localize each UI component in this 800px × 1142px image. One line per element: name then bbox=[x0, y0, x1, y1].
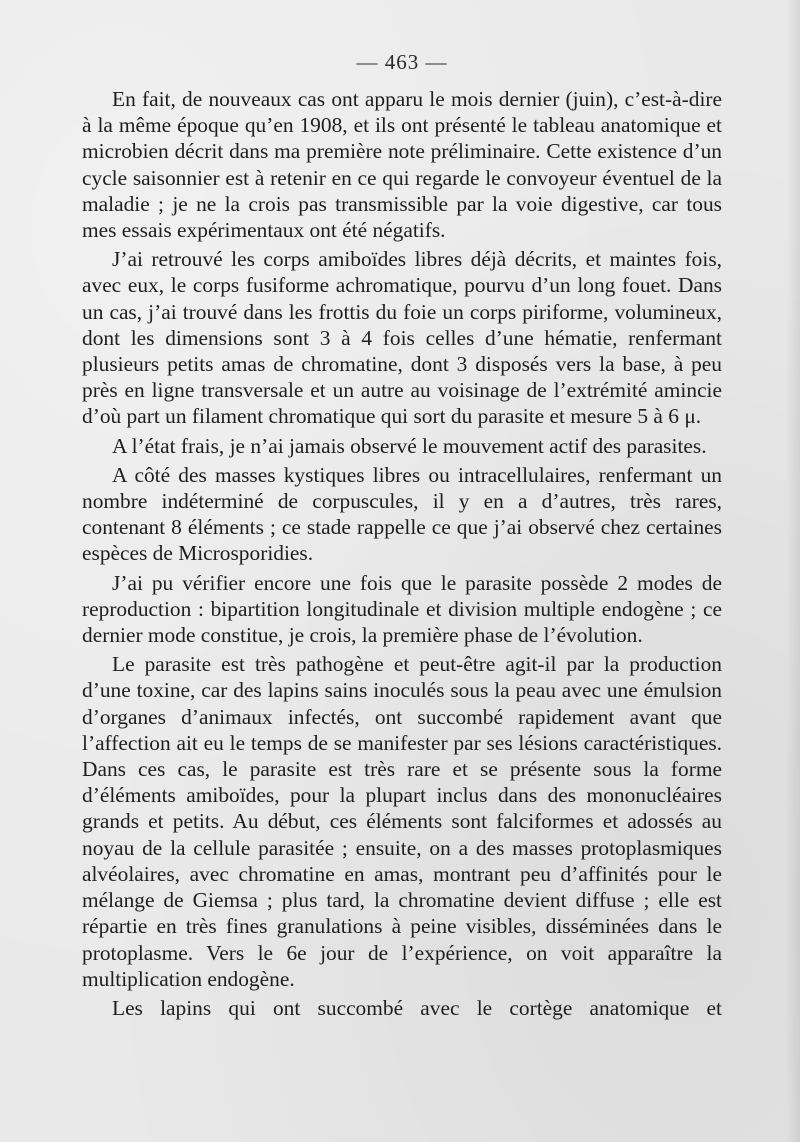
paragraph-4: A côté des masses kystiques libres ou intracellulaires, renfermant un nombre indéterminé de corpuscules, il y en a d’autres, très rares, contenant 8 éléments ; ce stade rappelle ce que j’ai observé chez certaines espèces de Microsporidies. bbox=[82, 462, 722, 566]
document-page bbox=[82, 48, 722, 1024]
paragraph-1: En fait, de nouveaux cas ont apparu le mois dernier (juin), c’est-à-dire à la même époque qu’en 1908, et ils ont présenté le tableau anatomique et microbien décrit dans ma première note préliminaire. Cette existence d’un cycle saisonnier est à retenir en ce qui regarde le convoyeur éventuel de la maladie ; je ne la crois pas transmissible par la voie digestive, car tous mes essais expérimentaux ont été négatifs. bbox=[82, 87, 722, 243]
paragraph-5: J’ai pu vérifier encore une fois que le parasite possède 2 modes de reproduction : bipartition longitudinale et division multiple endogène ; ce dernier mode constitue, je crois, la première phase de l’évolution. bbox=[82, 570, 722, 648]
paragraph-7: Les lapins qui ont succombé avec le cortège anatomique et bbox=[112, 995, 722, 1020]
page-edge-shadow bbox=[786, 0, 800, 1142]
paragraph-3: A l’état frais, je n’ai jamais observé le mouvement actif des parasites. bbox=[112, 433, 707, 458]
paragraph-2: J’ai retrouvé les corps amiboïdes libres déjà décrits, et maintes fois, avec eux, le corps fusiforme achromatique, pourvu d’un long fouet. Dans un cas, j’ai trouvé dans les frottis du foie un corps piriforme, volumineux, dont les dimensions sont 3 à 4 fois celles d’une hématie, renfermant plusieurs petits amas de chromatine, dont 3 disposés vers la base, à peu près en ligne transversale et un autre au voisinage de l’extrémité amincie d’où part un filament chromatique qui sort du parasite et mesure 5 à 6 μ. bbox=[82, 247, 722, 429]
paragraph-6: Le parasite est très pathogène et peut-être agit-il par la production d’une toxine, car des lapins sains inoculés sous la peau avec une émulsion d’organes d’animaux infectés, ont succombé rapidement avant que l’affection ait eu le temps de se manifester par ses lésions caractéristiques. Dans ces cas, le parasite est très rare et se présente sous la forme d’éléments amiboïdes, pour la plupart inclus dans des mononucléaires grands et petits. Au début, ces éléments sont falciformes et adossés au noyau de la cellule parasitée ; ensuite, on a des masses protoplasmiques alvéolaires, avec chromatine en amas, montrant peu d’affinités pour le mélange de Giemsa ; plus tard, la chromatine devient diffuse ; elle est répartie en très fines granulations à peine visibles, disséminées dans le protoplasme. Vers le 6e jour de l’expérience, on voit apparaître la multiplication endogène. bbox=[82, 652, 722, 991]
page-number: — 463 — bbox=[356, 50, 448, 74]
